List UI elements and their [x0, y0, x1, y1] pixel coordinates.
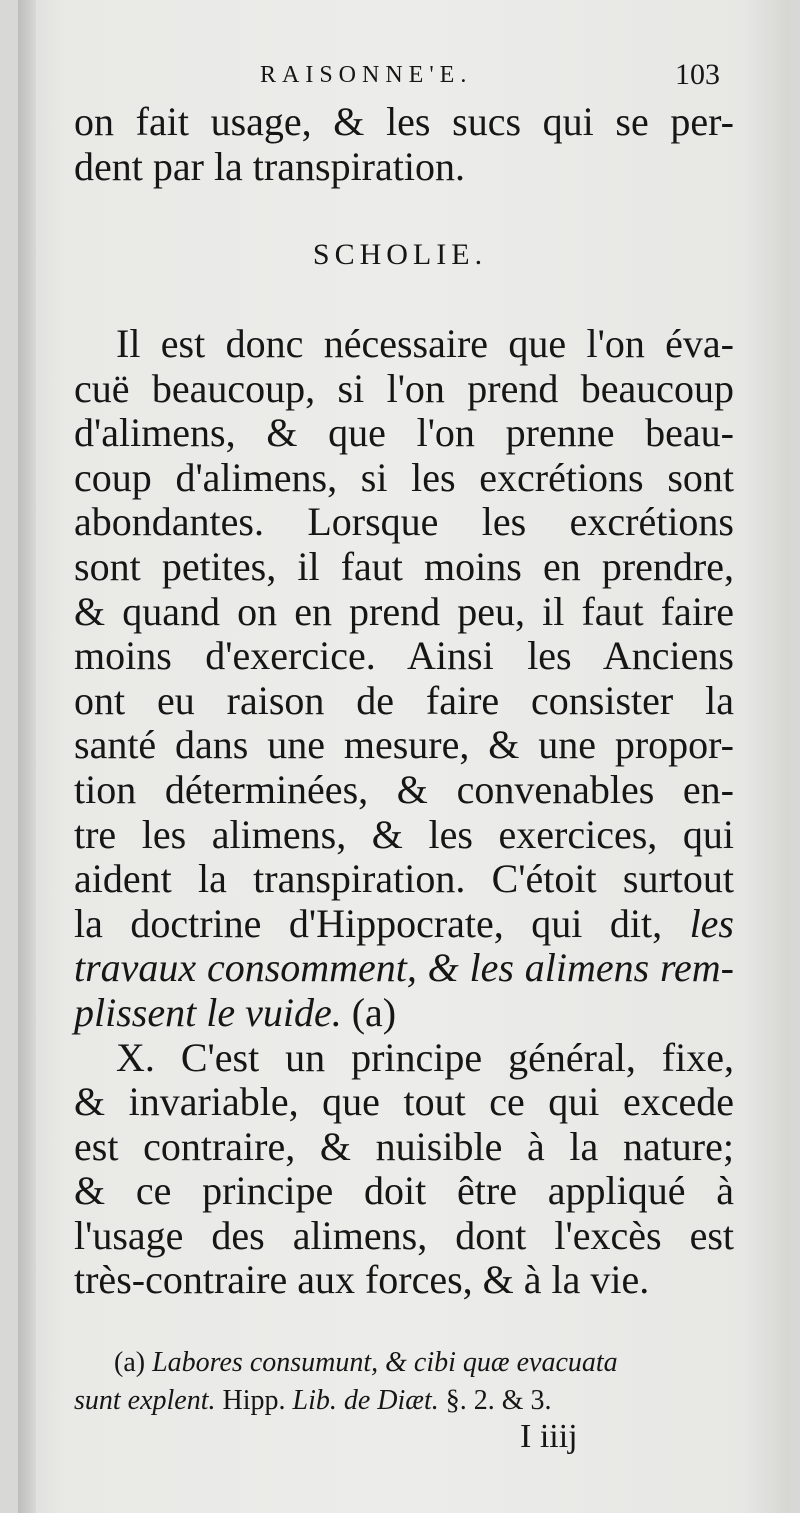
- footnote-marker: (a): [114, 1347, 153, 1378]
- text-line: ont eu raison de faire consister la: [74, 677, 734, 723]
- quote-end-line: [74, 991, 734, 1036]
- footnote-section: §. 2. & 3.: [438, 1385, 552, 1416]
- quote-line: travaux consomment, & les alimens rem-: [74, 945, 734, 991]
- footnote-line-1: [74, 1344, 740, 1382]
- quote-start: les: [689, 900, 734, 946]
- quote-end: plissent le vuide.: [74, 989, 342, 1035]
- text-line: tion déterminées, & convenables en-: [74, 766, 734, 812]
- text-line: sont petites, il faut moins en prendre,: [74, 543, 734, 589]
- text-line: abondantes. Lorsque les excrétions: [74, 499, 734, 545]
- text-line: coup d'alimens, si les excrétions sont: [74, 454, 734, 500]
- text-line: & invariable, que tout ce qui excede: [74, 1079, 734, 1125]
- footnote-latin-text: sunt explent.: [74, 1385, 216, 1416]
- scholie-paragraph: [74, 322, 734, 1303]
- text-line: aident la transpiration. C'étoit surtout: [74, 856, 734, 902]
- footnote-reference: (a): [341, 989, 397, 1035]
- footnote-citation: Hipp.: [215, 1385, 293, 1416]
- text-line: très-contraire aux forces, & à la vie.: [74, 1257, 650, 1303]
- text-line: cuë beaucoup, si l'on prend beaucoup: [74, 365, 734, 411]
- text-line: on fait usage, & les sucs qui se per-: [74, 99, 734, 144]
- text-line: X. C'est un principe général, fixe,: [116, 1034, 734, 1080]
- running-title: RAISONNE'E.: [260, 62, 473, 88]
- text-line: dent par la transpiration.: [74, 143, 465, 189]
- text-line: Il est donc nécessaire que l'on éva-: [116, 321, 734, 366]
- text-line: d'alimens, & que l'on prenne beau-: [74, 410, 734, 456]
- text-line: l'usage des alimens, dont l'excès est: [74, 1212, 734, 1258]
- running-head: [60, 58, 720, 98]
- footnote-line-2: [74, 1382, 740, 1420]
- footnote: [74, 1344, 740, 1420]
- page-gutter-shadow: [18, 0, 36, 1513]
- text-line: santé dans une mesure, & une propor-: [74, 722, 734, 768]
- text-line: moins d'exercice. Ainsi les Anciens: [74, 633, 734, 679]
- footnote-source: Lib. de Diæt.: [292, 1385, 439, 1416]
- footnote-latin-text: Labores consumunt, & cibi quæ evacuata: [152, 1347, 618, 1378]
- text-roman: la doctrine d'Hippocrate, qui dit,: [74, 900, 690, 946]
- text-line: est contraire, & nuisible à la nature;: [74, 1123, 734, 1169]
- top-paragraph: [74, 100, 734, 189]
- section-heading: SCHOLIE.: [312, 238, 488, 271]
- text-line: & quand on en prend peu, il faut faire: [74, 588, 734, 634]
- signature-mark: I iiij: [520, 1418, 578, 1455]
- text-line: & ce principe doit être appliqué à: [74, 1168, 734, 1214]
- text-line-hippocrates: [74, 902, 734, 947]
- page-number: 103: [675, 58, 720, 91]
- text-line: tre les alimens, & les exercices, qui: [74, 811, 734, 857]
